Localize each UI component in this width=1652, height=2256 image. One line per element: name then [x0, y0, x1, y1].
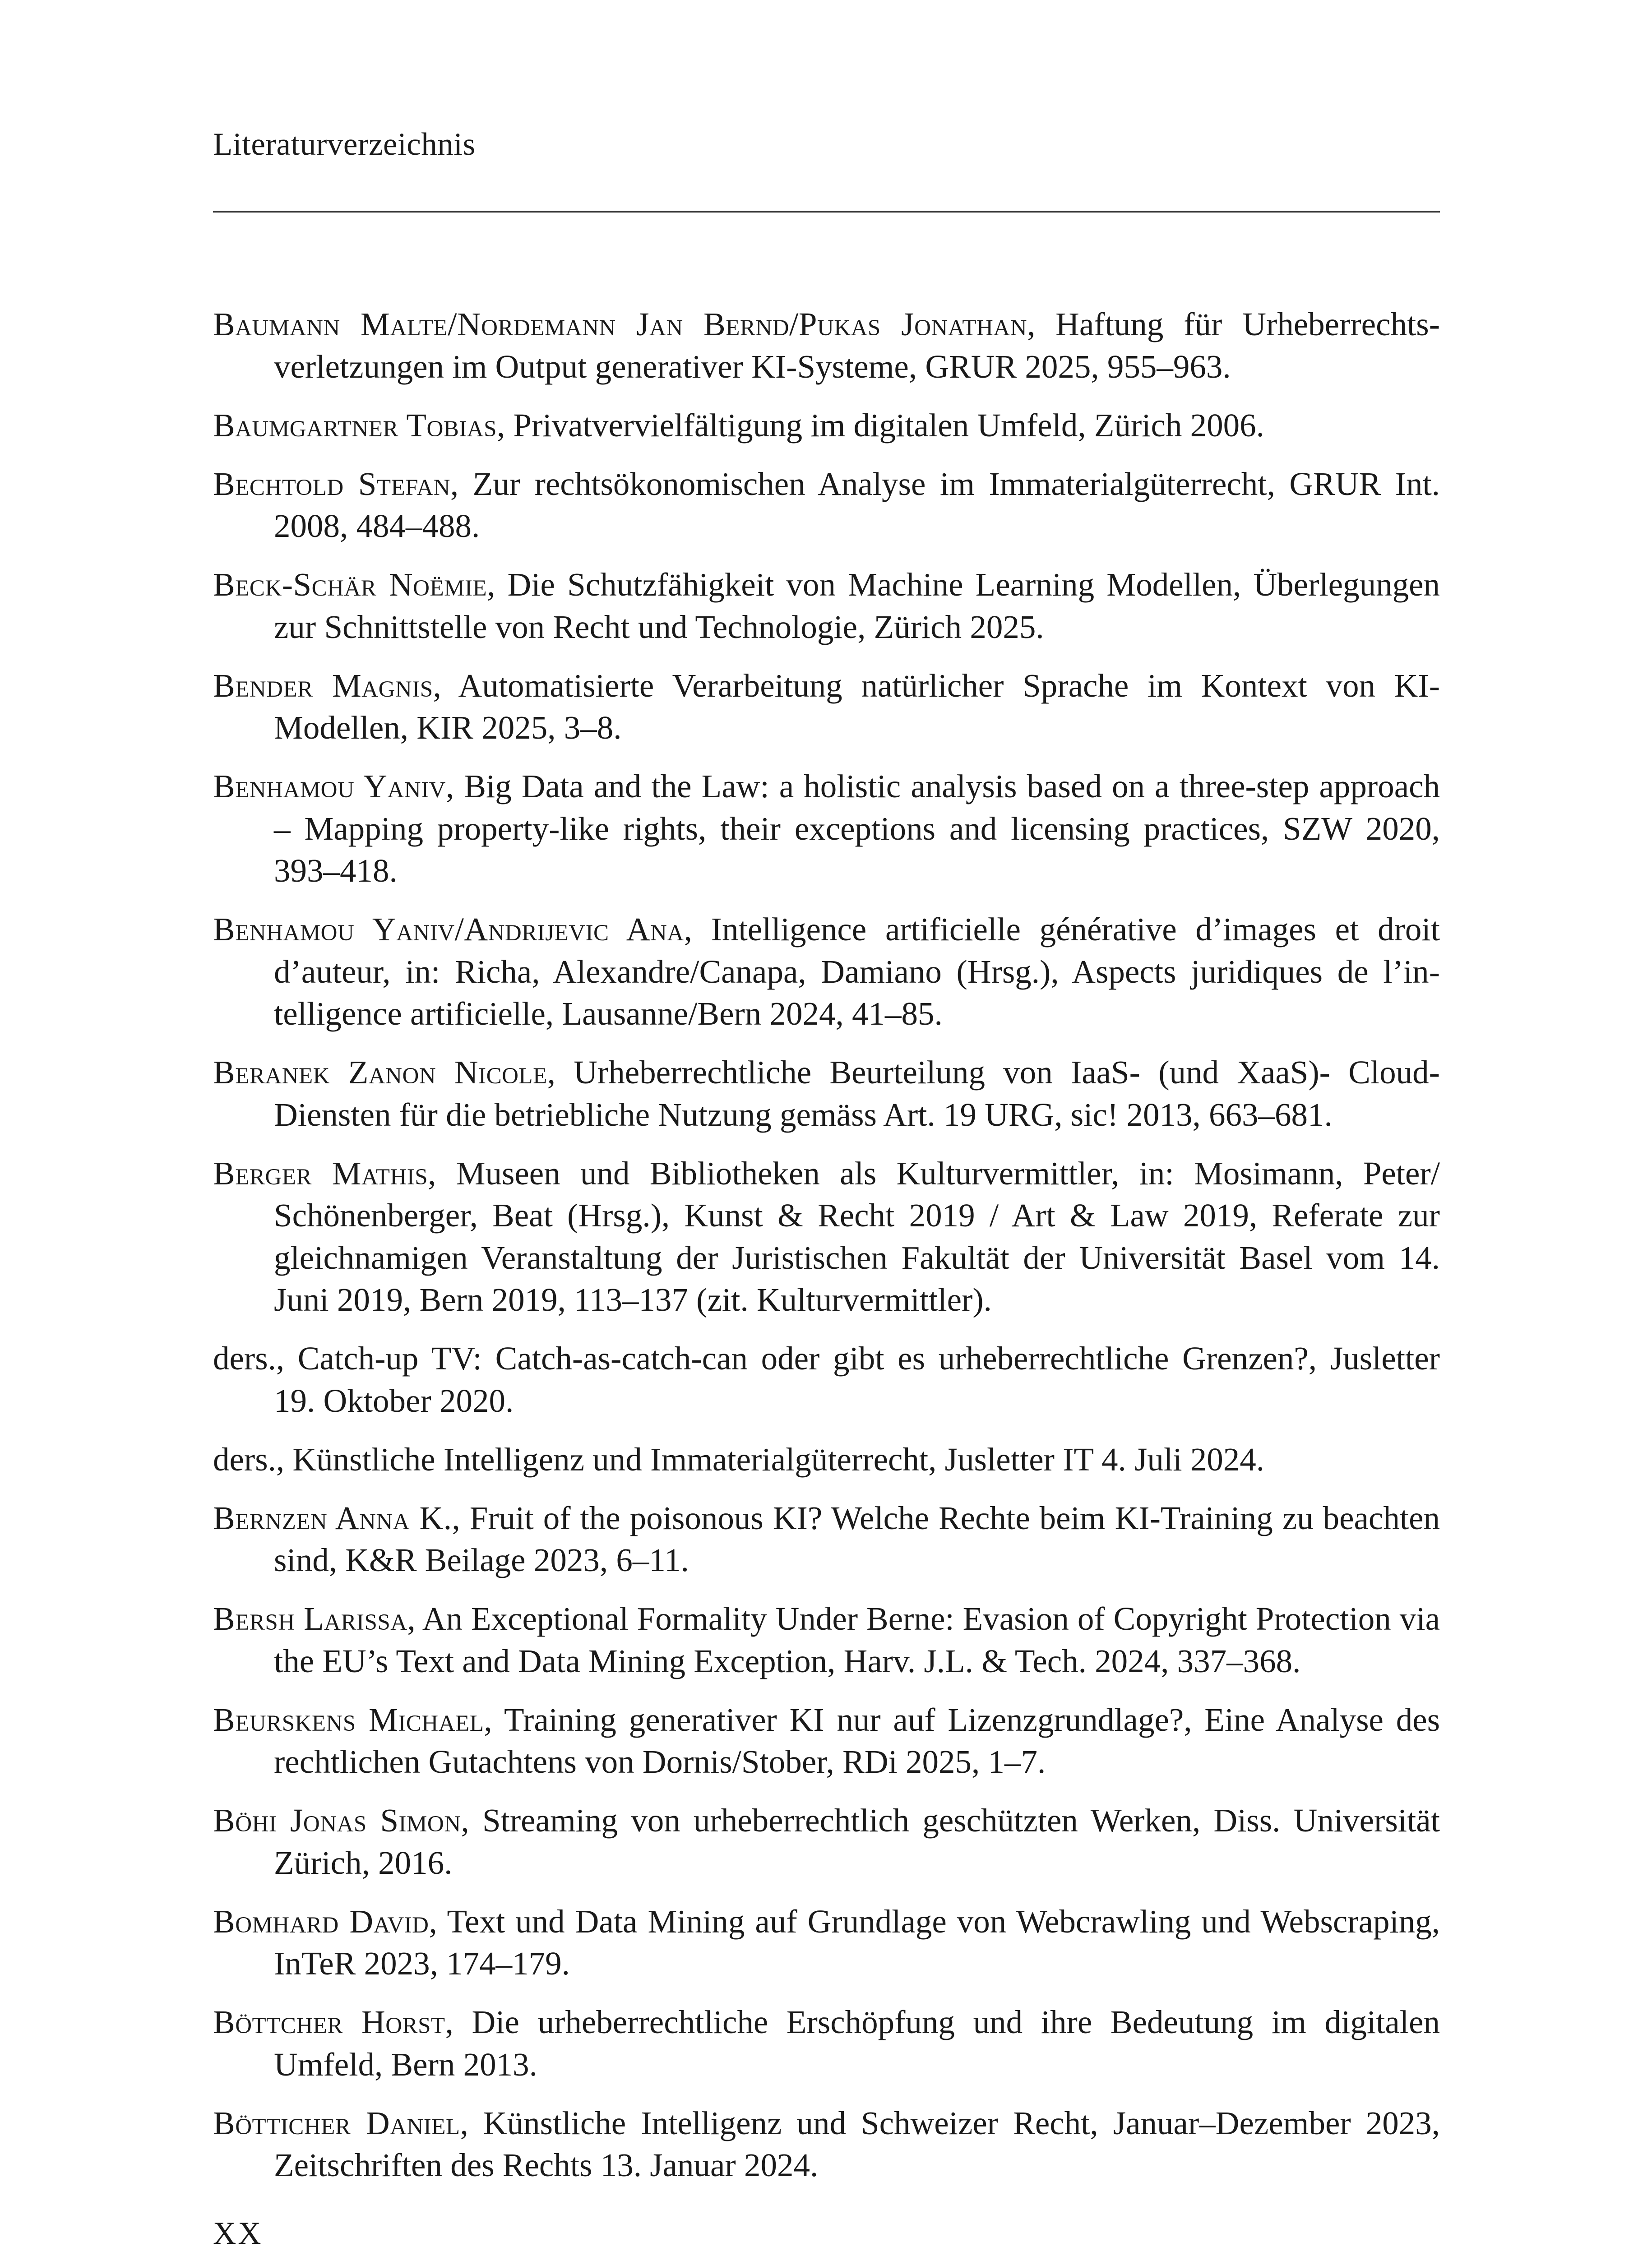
- entry-author: Bender Magnis: [213, 667, 433, 704]
- running-head: Literaturverzeichnis: [213, 127, 476, 162]
- bibliography-entry: [213, 765, 1440, 892]
- entry-text: , Privatvervielfältigung im digitalen Umfeld, Zürich 2006.: [497, 407, 1264, 444]
- entry-text: , An Exceptional Formality Under Berne: Evasion of Copyright Protection via the EU’s Text and Data Mining Exception, Harv. J.L. & Tech. 2024, 337–368.: [274, 1600, 1440, 1679]
- entry-text: , Training generativer KI nur auf Lizenzgrundlage?, Eine Analyse des rechtlichen Gutachtens von Dornis/Stober, RDi 2025, 1–7.: [274, 1701, 1440, 1780]
- page-number: XX: [213, 2216, 263, 2251]
- bibliography-entry: [213, 1799, 1440, 1884]
- bibliography-entry: [213, 1900, 1440, 1985]
- entry-author: Bernzen Anna K.: [213, 1499, 452, 1536]
- bibliography-entry: [213, 2001, 1440, 2085]
- bibliography-entry: [213, 1152, 1440, 1321]
- bibliography-entry: [213, 1051, 1440, 1136]
- bibliography-entry: [213, 665, 1440, 749]
- entry-text: , Künstliche Intelligenz und Schweizer Recht, Januar–Dezember 2023, Zeitschriften des Rechts 13. Januar 2024.: [274, 2104, 1440, 2183]
- bibliography-entry: [213, 1699, 1440, 1783]
- entry-author: Beranek Zanon Nicole: [213, 1054, 547, 1091]
- entry-author: Beurskens Michael: [213, 1701, 484, 1738]
- entry-author: Baumgartner Tobias: [213, 407, 497, 444]
- entry-author: Böhi Jonas Simon: [213, 1802, 461, 1839]
- bibliography-entry: [213, 303, 1440, 388]
- entry-text: , Urheberrechtliche Beurteilung von IaaS- (und XaaS)- Cloud-Diensten für die betriebliche Nutzung gemäss Art. 19 URG, sic! 2013, 663–681.: [274, 1054, 1440, 1133]
- entry-text: , Museen und Bibliotheken als Kulturvermittler, in: Mosimann, Peter/ Schönenberger, Beat (Hrsg.), Kunst & Recht 2019 / Art & Law 2019, Referate zur gleichnamigen Veranstaltung der Juristischen Fakultät der Universität Basel vom 14. Juni 2019, Bern 2019, 113–137 (zit. Kulturvermittler).: [274, 1155, 1440, 1318]
- entry-text: , Streaming von urheberrechtlich geschützten Werken, Diss. Universität Zürich, 2016.: [274, 1802, 1440, 1881]
- bibliography-entry: [213, 908, 1440, 1035]
- entry-text: , Fruit of the poisonous KI? Welche Rechte beim KI-Training zu beachten sind, K&R Beilage 2023, 6–11.: [274, 1499, 1440, 1578]
- entry-text: , Intelligence artificielle générative d’images et droit d’auteur, in: Richa, Alexandre/Canapa, Damiano (Hrsg.), Aspects juridiques de l’intelligence artificielle, Lausanne/Bern 2024, 41–85.: [274, 911, 1440, 1032]
- bibliography-entry: [213, 1598, 1440, 1682]
- entry-author: Baumann Malte/Nordemann Jan Bernd/Pukas Jonathan: [213, 306, 1027, 342]
- entry-text: , Die urheberrechtliche Erschöpfung und ihre Bedeutung im digitalen Umfeld, Bern 2013.: [274, 2004, 1440, 2083]
- bibliography-list: [213, 303, 1440, 2203]
- entry-text: , Text und Data Mining auf Grundlage von Webcrawling und Webscraping, InTeR 2023, 174–179.: [274, 1903, 1440, 1982]
- entry-text: , Big Data and the Law: a holistic analysis based on a three-step approach – Mapping property-like rights, their exceptions and licensing practices, SZW 2020, 393–418.: [274, 768, 1440, 889]
- bibliography-entry: [213, 1337, 1440, 1422]
- entry-text: , Haftung für Urheberrechtsverletzungen im Output generativer KI-Systeme, GRUR 2025, 955–963.: [274, 306, 1440, 385]
- bibliography-entry: [213, 404, 1440, 447]
- entry-author: Bomhard David: [213, 1903, 429, 1940]
- entry-author: Bersh Larissa: [213, 1600, 407, 1637]
- bibliography-entry: [213, 463, 1440, 547]
- bibliography-entry: [213, 1497, 1440, 1581]
- bibliography-entry: [213, 2102, 1440, 2187]
- entry-author: Böttcher Horst: [213, 2004, 445, 2040]
- bibliography-entry: [213, 1438, 1440, 1481]
- entry-text: ders., Künstliche Intelligenz und Immaterialgüterrecht, Jusletter IT 4. Juli 2024.: [213, 1441, 1264, 1478]
- entry-author: Benhamou Yaniv: [213, 768, 446, 804]
- header-rule: [213, 211, 1440, 213]
- entry-text: ders., Catch-up TV: Catch-as-catch-can oder gibt es urheberrechtliche Grenzen?, Jusletter 19. Oktober 2020.: [213, 1340, 1440, 1419]
- entry-text: , Zur rechtsökonomischen Analyse im Immaterialgüterrecht, GRUR Int. 2008, 484–488.: [274, 465, 1440, 544]
- entry-author: Beck-Schär Noëmie: [213, 566, 487, 603]
- entry-author: Benhamou Yaniv/Andrijevic Ana: [213, 911, 684, 948]
- entry-text: , Die Schutzfähigkeit von Machine Learning Modellen, Überlegungen zur Schnittstelle von Recht und Technologie, Zürich 2025.: [274, 566, 1440, 645]
- bibliography-entry: [213, 564, 1440, 648]
- entry-text: , Automatisierte Verarbeitung natürlicher Sprache im Kontext von KI-Modellen, KIR 2025, 3–8.: [274, 667, 1440, 746]
- entry-author: Bechtold Stefan: [213, 465, 450, 502]
- entry-author: Berger Mathis: [213, 1155, 428, 1192]
- entry-author: Bötticher Daniel: [213, 2104, 460, 2141]
